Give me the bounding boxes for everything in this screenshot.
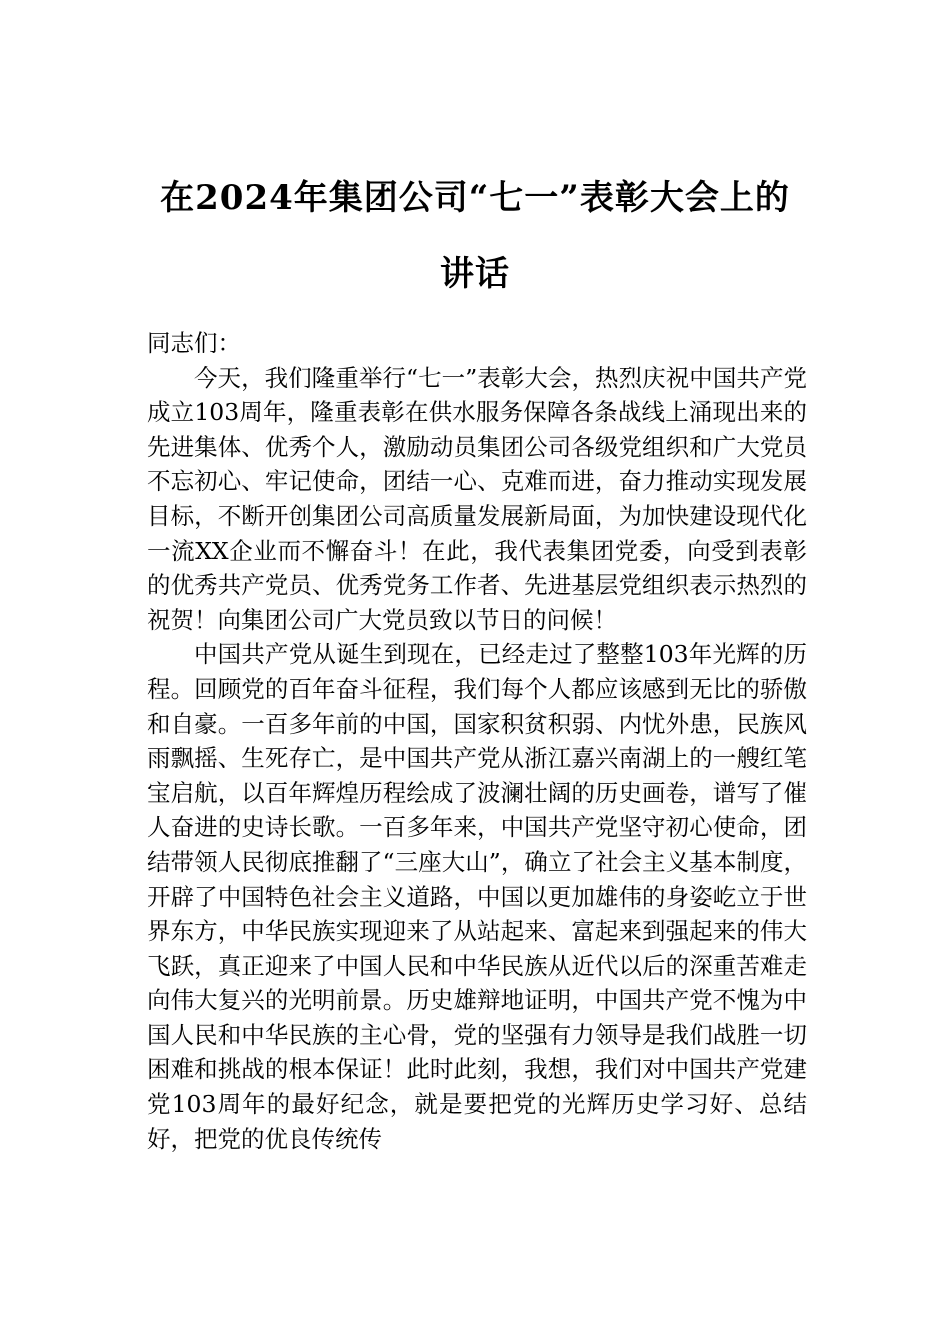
paragraph-2: 中国共产党从诞生到现在，已经走过了整整103年光辉的历程。回顾党的百年奋斗征程，我们每个人都应该感到无比的骄傲和自豪。一百多年前的中国，国家积贫积弱、内忧外患，民族风雨飘摇、生死存亡，是中国共产党从浙江嘉兴南湖上的一艘红笔宝启航，以百年辉煌历程绘成了波澜壮阔的历史画卷，谱写了催人奋进的史诗长歌。一百多年来，中国共产党坚守初心使命，团结带领人民彻底推翻了“三座大山”，确立了社会主义基本制度，开辟了中国特色社会主义道路，中国以更加雄伟的身姿屹立于世界东方，中华民族实现迎来了从站起来、富起来到强起来的伟大飞跃，真正迎来了中国人民和中华民族从近代以后的深重苦难走向伟大复兴的光明前景。历史雄辩地证明，中国共产党不愧为中国人民和中华民族的主心骨，党的坚强有力领导是我们战胜一切困难和挑战的根本保证！此时此刻，我想，我们对中国共产党建党103周年的最好纪念，就是要把党的光辉历史学习好、总结好，把党的优良传统传 xyxy=(147,640,807,1153)
salutation: 同志们： xyxy=(147,329,241,357)
title-line-1: 在2024年集团公司“七一”表彰大会上的 xyxy=(160,178,790,218)
title-line-2: 讲话 xyxy=(440,254,510,294)
document-body xyxy=(147,326,807,1156)
paragraph-1: 今天，我们隆重举行“七一”表彰大会，热烈庆祝中国共产党成立103周年，隆重表彰在供水服务保障各条战线上涌现出来的先进集体、优秀个人，激励动员集团公司各级党组织和广大党员不忘初心、牢记使命，团结一心、克难而进，奋力推动实现发展目标，不断开创集团公司高质量发展新局面，为加快建设现代化一流XX企业而不懈奋斗！在此，我代表集团党委，向受到表彰的优秀共产党员、优秀党务工作者、先进基层党组织表示热烈的祝贺！向集团公司广大党员致以节日的问候！ xyxy=(147,363,807,634)
document-title xyxy=(130,160,820,312)
